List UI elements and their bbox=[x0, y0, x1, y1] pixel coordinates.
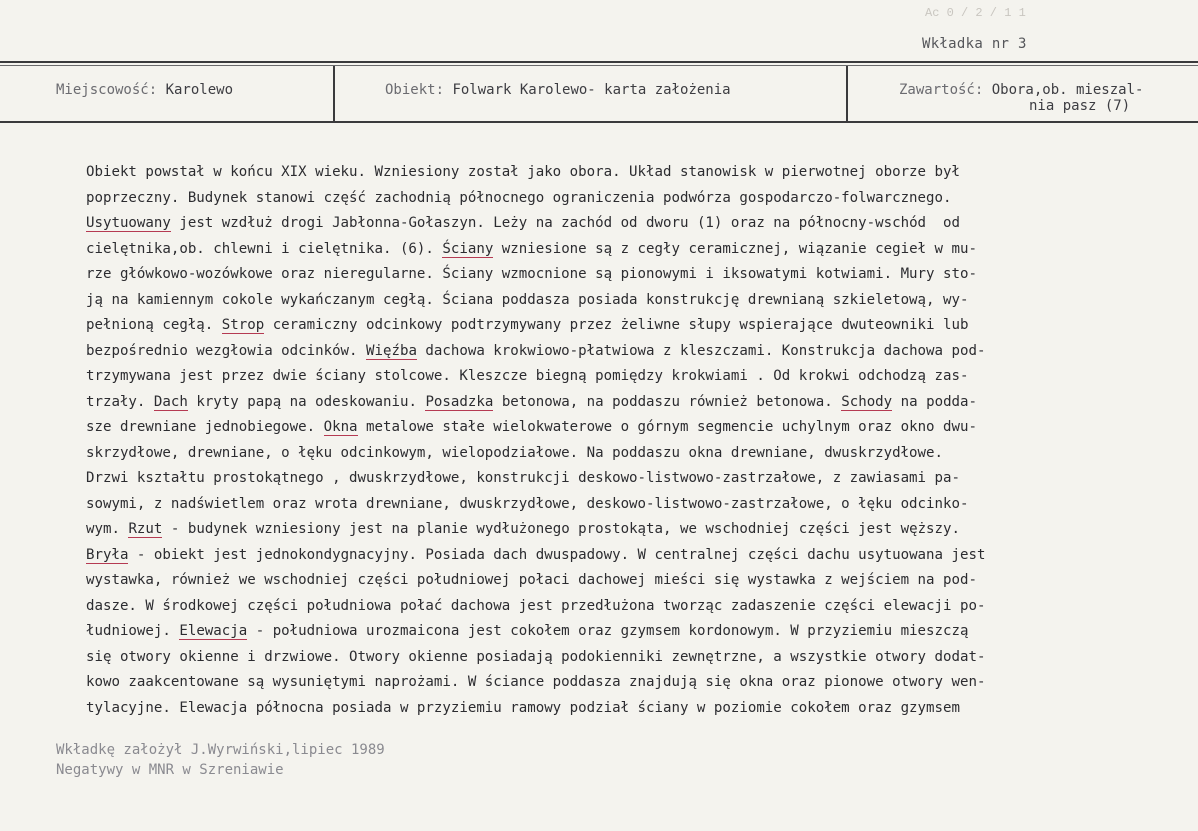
contents-label: Zawartość: bbox=[899, 82, 992, 98]
text-fragment: - południowa urozmaicona jest cokołem oraz gzymsem kordonowym. W przyziemiu mieszczą bbox=[247, 623, 969, 639]
header-top-rule bbox=[0, 61, 1198, 63]
text-line bbox=[86, 619, 1166, 645]
author-note: Wkładkę założył J.Wyrwiński,lipiec 1989 bbox=[56, 742, 385, 758]
header-divider-2 bbox=[846, 66, 848, 121]
text-fragment: kryty papą na odeskowaniu. bbox=[187, 393, 426, 410]
text-fragment: trzały. bbox=[86, 393, 154, 410]
insert-number: Wkładka nr 3 bbox=[922, 36, 1027, 52]
locality-label: Miejscowość: bbox=[56, 82, 166, 98]
text-line bbox=[86, 211, 1166, 237]
text-fragment: na podda- bbox=[892, 393, 978, 410]
text-fragment: betonowa, na poddaszu również betonowa. bbox=[493, 393, 842, 410]
text-line: się otwory okienne i drzwiowe. Otwory okienne posiadają podokienniki zewnętrzne, a wszystkie otwory dodat- bbox=[86, 648, 986, 665]
text-fragment: cielętnika,ob. chlewni i cielętnika. (6). bbox=[86, 240, 443, 257]
text-fragment: metalowe stałe wielokwaterowe o górnym segmencie uchylnym oraz okno dwu- bbox=[357, 419, 977, 435]
keyword-roof: Dach bbox=[153, 393, 188, 410]
text-fragment: bezpośrednio wezgłowia odcinków. bbox=[86, 342, 367, 359]
text-fragment: dachowa krokwiowo-płatwiowa z kleszczami. Konstrukcja dachowa pod- bbox=[416, 342, 986, 359]
archive-stamp: Ac 0 / 2 / 1 1 bbox=[925, 6, 1026, 20]
text-line: skrzydłowe, drewniane, o łęku odcinkowym, wielopodziałowe. Na poddaszu okna drewniane, dwuskrzydłowe. bbox=[86, 444, 944, 461]
text-line: sowymi, z nadświetlem oraz wrota drewniane, dwuskrzydłowe, deskowo-listwowo-zastrzałowe, o łęku odcinko- bbox=[86, 495, 969, 512]
text-fragment: łudniowej. bbox=[86, 623, 180, 639]
contents-value-2: nia pasz (7) bbox=[1029, 98, 1131, 114]
text-fragment: wym. bbox=[86, 521, 129, 537]
locality-value: Karolewo bbox=[165, 82, 234, 98]
text-line: kowo zaakcentowane są wysuniętymi naprożami. W ściance poddasza znajdują się okna oraz pionowe otwory wen- bbox=[86, 674, 986, 690]
object-label: Obiekt: bbox=[385, 82, 453, 98]
text-line bbox=[86, 313, 1166, 339]
negatives-note: Negatywy w MNR w Szreniawie bbox=[56, 762, 284, 778]
header-bottom-rule bbox=[0, 121, 1198, 123]
header-object bbox=[385, 82, 731, 98]
header-top-rule-thin bbox=[0, 65, 1198, 66]
keyword-mass: Bryła bbox=[86, 546, 129, 563]
text-fragment: - budynek wzniesiony jest na planie wydłużonego prostokąta, we wschodniej części jest węższy. bbox=[162, 521, 960, 537]
text-line: rze główkowo-wozówkowe oraz nieregularne. Ściany wzmocnione są pionowymi i iksowatymi kotwiami. Mury sto- bbox=[86, 266, 977, 282]
keyword-roof-truss: Więźba bbox=[366, 342, 417, 359]
text-fragment: - obiekt jest jednokondygnacyjny. Posiada dach dwuspadowy. W centralnej części dachu usytuowana jest bbox=[128, 546, 986, 563]
text-line bbox=[86, 390, 1166, 416]
keyword-plan: Rzut bbox=[128, 521, 163, 537]
text-fragment: wzniesione są z cegły ceramicznej, wiązanie cegieł w mu- bbox=[493, 240, 977, 257]
text-line: poprzeczny. Budynek stanowi część zachodnią północnego ograniczenia podwórza gospodarczo-folwarcznego. bbox=[86, 189, 952, 206]
text-line: Drzwi kształtu prostokątnego , dwuskrzydłowe, konstrukcji deskowo-listwowo-zastrzałowe, z zawiasami pa- bbox=[86, 470, 960, 486]
contents-value-1: Obora,ob. mieszal- bbox=[991, 82, 1144, 98]
text-line bbox=[86, 517, 1166, 543]
text-line: Obiekt powstał w końcu XIX wieku. Wzniesiony został jako obora. Układ stanowisk w pierwotnej oborze był bbox=[86, 164, 960, 180]
keyword-location: Usytuowany bbox=[86, 215, 171, 231]
text-line: trzymywana jest przez dwie ściany stolcowe. Kleszcze biegną pomiędzy krokwiami . Od krokwi odchodzą zas- bbox=[86, 368, 969, 384]
header-locality bbox=[56, 82, 233, 98]
text-fragment: ceramiczny odcinkowy podtrzymywany przez żeliwne słupy wspierające dwuteowniki lub bbox=[264, 317, 969, 333]
card-footer bbox=[56, 740, 385, 780]
text-line: wystawka, również we wschodniej części południowej połaci dachowej mieści się wystawka z wejściem na pod- bbox=[86, 572, 977, 588]
keyword-walls: Ściany bbox=[442, 240, 494, 257]
text-line bbox=[86, 339, 1166, 365]
text-line bbox=[86, 415, 1166, 441]
header-divider-1 bbox=[333, 66, 335, 121]
keyword-windows: Okna bbox=[323, 419, 358, 435]
text-line bbox=[86, 237, 1166, 263]
keyword-elevation: Elewacja bbox=[179, 623, 248, 639]
text-fragment: sze drewniane jednobiegowe. bbox=[86, 419, 324, 435]
text-line: tylacyjne. Elewacja północna posiada w przyziemiu ramowy podział ściany w poziomie cokołem oraz gzymsem bbox=[86, 699, 960, 716]
keyword-ceiling: Strop bbox=[221, 317, 265, 333]
text-line: dasze. W środkowej części południowa połać dachowa jest przedłużona tworząc zadaszenie części elewacji po- bbox=[86, 597, 986, 614]
header-contents bbox=[899, 82, 1143, 114]
text-line: ją na kamiennym cokole wykańczanym cegłą. Ściana poddasza posiada konstrukcję drewnianą szkieletową, wy- bbox=[86, 291, 969, 308]
keyword-floor: Posadzka bbox=[425, 393, 494, 410]
keyword-stairs: Schody bbox=[841, 393, 893, 410]
text-fragment: pełnioną cegłą. bbox=[86, 317, 222, 333]
description-text bbox=[86, 160, 1166, 721]
text-fragment: jest wzdłuż drogi Jabłonna-Gołaszyn. Leży na zachód od dworu (1) oraz na północny-wschód od bbox=[170, 215, 960, 231]
object-value: Folwark Karolewo- karta założenia bbox=[452, 82, 731, 98]
text-line bbox=[86, 543, 1166, 569]
